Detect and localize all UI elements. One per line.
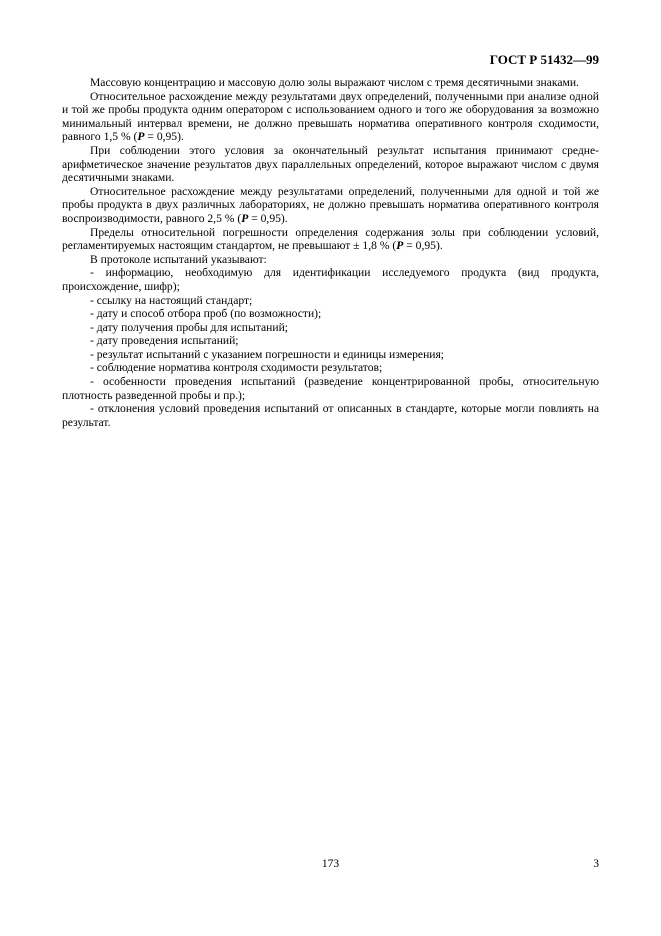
paragraph: Пределы относительной погрешности определения содержания золы при соблюдении условий, регламентируемых настоящим стандартом, не превышают ± 1,8 % (P = 0,95).	[62, 225, 599, 253]
paragraph: Массовую концентрацию и массовую долю золы выражают числом с тремя десятичными знаками.	[90, 76, 579, 89]
list-item: - ссылку на настоящий стандарт;	[90, 293, 253, 307]
sheet-number: 3	[593, 858, 599, 870]
paragraph: Относительное расхождение между результатами двух определений, полученными при анализе одной и той же пробы продукта одним оператором с использованием одного и того же оборудования за возможно минимальный интервал времени, не должно превышать норматива оперативного контроля сходимости, равного 1,5 % (P = 0,95).	[62, 89, 599, 144]
list-item: - особенности проведения испытаний (разведение концентрированной пробы, относительную плотность разведенной пробы и пр.);	[62, 375, 599, 402]
paragraph: При соблюдении этого условия за окончательный результат испытания принимают средне-арифметическое значение результатов двух параллельных определений, которое выражают числом с двумя десятичными знаками.	[62, 143, 599, 185]
list-item: - информацию, необходимую для идентификации исследуемого продукта (вид продукта, происхождение, шифр);	[62, 266, 599, 293]
list-item: - соблюдение норматива контроля сходимости результатов;	[90, 361, 383, 375]
document-code: ГОСТ Р 51432—99	[489, 52, 599, 67]
list-item: - дату получения пробы для испытаний;	[90, 320, 288, 334]
list-item: - дату и способ отбора проб (по возможности);	[90, 307, 322, 321]
list-item: - отклонения условий проведения испытаний от описанных в стандарте, которые могли повлиять на результат.	[62, 402, 599, 429]
list-item: - результат испытаний с указанием погрешности и единицы измерения;	[90, 347, 445, 361]
paragraph: Относительное расхождение между результатами определений, полученными для одной и той же пробы продукта в двух различных лабораториях, не должно превышать норматива оперативного контроля воспроизводимости, равного 2,5 % (P = 0,95).	[62, 184, 599, 225]
paragraph: В протоколе испытаний указывают:	[90, 252, 267, 266]
page-number: 173	[321, 858, 340, 870]
list-item: - дату проведения испытаний;	[90, 334, 239, 348]
document-body	[62, 76, 599, 429]
